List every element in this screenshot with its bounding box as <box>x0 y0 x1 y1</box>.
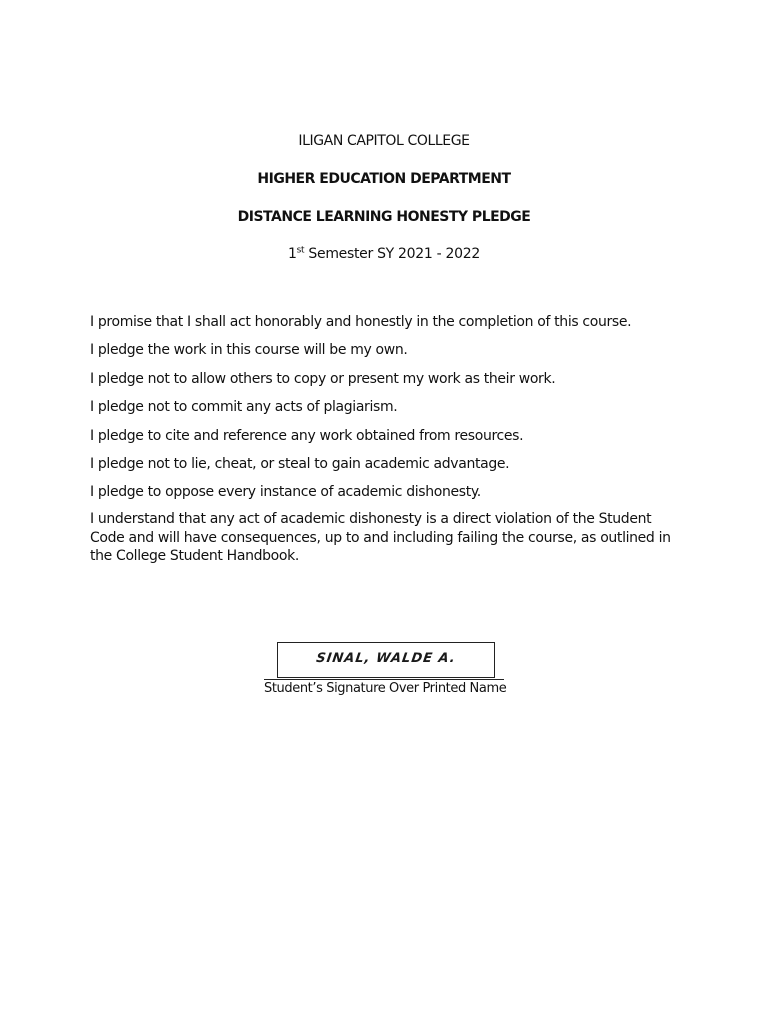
pledge-item: I pledge the work in this course will be my own. <box>90 342 408 359</box>
semester-text: Semester SY 2021 - 2022 <box>304 246 480 262</box>
college-name: ILIGAN CAPITOL COLLEGE <box>298 133 470 149</box>
signature-caption: Student’s Signature Over Printed Name <box>264 681 507 696</box>
semester-line <box>0 246 768 262</box>
document-title: DISTANCE LEARNING HONESTY PLEDGE <box>237 209 531 225</box>
pledge-item: I pledge not to allow others to copy or present my work as their work. <box>90 370 556 387</box>
pledge-item: I pledge not to lie, cheat, or steal to gain academic advantage. <box>90 455 510 472</box>
pledge-item: I pledge not to commit any acts of plagiarism. <box>90 399 398 416</box>
closing-statement: I understand that any act of academic dishonesty is a direct violation of the Student Code and will have consequences, up to and including failing the course, as outlined in the College Student Handbook. <box>90 511 671 564</box>
pledge-item: I pledge to oppose every instance of academic dishonesty. <box>90 484 481 501</box>
pledge-item: I pledge to cite and reference any work obtained from resources. <box>90 427 524 444</box>
signature-box <box>277 642 495 678</box>
pledge-item: I promise that I shall act honorably and honestly in the completion of this course. <box>90 314 632 330</box>
signature-line <box>264 679 504 680</box>
semester-ordinal: 1 <box>288 246 297 262</box>
department-name: HIGHER EDUCATION DEPARTMENT <box>257 171 511 187</box>
semester-ordinal-suffix: st <box>296 245 305 256</box>
pledge-list <box>90 313 690 512</box>
signature-name: SINAL, WALDE A. <box>315 651 457 666</box>
